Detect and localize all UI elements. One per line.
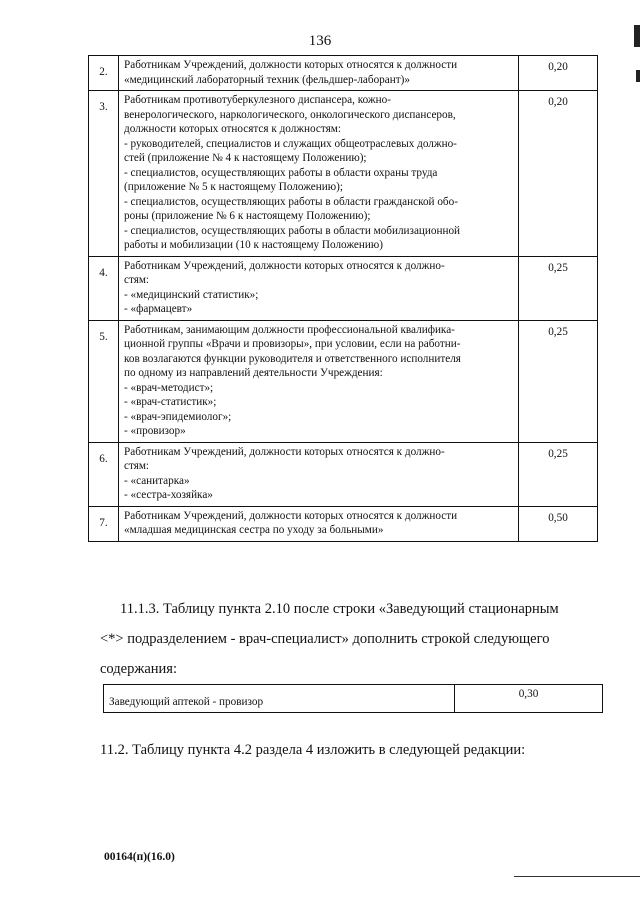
table-row — [89, 256, 598, 320]
row-value: 0,20 — [519, 56, 598, 91]
row-description — [119, 91, 519, 257]
paragraph-11-2: 11.2. Таблицу пункта 4.2 раздела 4 изложить в следующей редакции: — [100, 742, 526, 758]
description-line: - «санитарка» — [124, 474, 190, 487]
description-line: Работникам Учреждений, должности которых относятся к должности — [124, 509, 458, 522]
scan-rule-line — [514, 876, 640, 877]
description-line: - специалистов, осуществляющих работы в области охраны труда — [124, 166, 438, 179]
description-line: - «медицинский статистик»; — [124, 288, 259, 301]
page-number: 136 — [308, 33, 332, 49]
row-value: 0,20 — [519, 91, 598, 257]
row-description — [119, 442, 519, 506]
row-value: 0,50 — [519, 506, 598, 541]
table-body — [89, 56, 598, 542]
scan-edge-mark — [636, 70, 640, 82]
description-line: - специалистов, осуществляющих работы в области мобилизационной — [124, 224, 461, 237]
table-row — [89, 56, 598, 91]
description-line: «медицинский лабораторный техник (фельдшер-лаборант)» — [124, 73, 410, 86]
paragraph-line: содержания: — [100, 661, 178, 677]
description-line: «младшая медицинская сестра по уходу за больными» — [124, 524, 384, 536]
description-line: по одному из направлений деятельности Учреждения: — [124, 367, 383, 379]
position-cell: Заведующий аптекой - провизор — [104, 685, 455, 713]
row-description — [119, 56, 519, 91]
description-line: работы и мобилизации (10 к настоящему Положению) — [124, 239, 383, 251]
document-code: 00164(п)(16.0) — [104, 851, 175, 863]
value-cell: 0,30 — [455, 685, 603, 713]
row-value: 0,25 — [519, 442, 598, 506]
description-line: венерологического, наркологического, онкологического диспансеров, — [124, 108, 456, 121]
table-row — [89, 506, 598, 541]
description-line: - «провизор» — [124, 425, 186, 437]
scan-edge-mark — [634, 25, 640, 47]
row-description — [119, 256, 519, 320]
description-line: - руководителей, специалистов и служащих общеотраслевых должно- — [124, 137, 457, 150]
coefficients-table — [88, 55, 598, 542]
table-row — [89, 442, 598, 506]
row-number: 2. — [89, 56, 119, 91]
description-line: Работникам, занимающим должности профессиональной квалифика- — [124, 323, 455, 336]
paragraph-line: 11.1.3. Таблицу пункта 2.10 после строки «Заведующий стационарным — [120, 601, 559, 617]
row-value: 0,25 — [519, 320, 598, 442]
description-line: Работникам Учреждений, должности которых относятся к должно- — [124, 445, 445, 458]
row-description — [119, 320, 519, 442]
description-line: роны (приложение № 6 к настоящему Положению); — [124, 210, 371, 222]
row-number: 6. — [89, 442, 119, 506]
table-row — [104, 685, 603, 713]
paragraph-line: <*> подразделением - врач-специалист» дополнить строкой следующего — [100, 631, 550, 647]
row-number: 3. — [89, 91, 119, 257]
description-line: - специалистов, осуществляющих работы в области гражданской обо- — [124, 195, 458, 208]
description-line: - «сестра-хозяйка» — [124, 489, 213, 501]
description-line: стей (приложение № 4 к настоящему Положению); — [124, 152, 367, 164]
row-value: 0,25 — [519, 256, 598, 320]
table-row — [89, 91, 598, 257]
addition-table — [103, 684, 603, 713]
table-row — [89, 320, 598, 442]
row-description — [119, 506, 519, 541]
description-line: ков возлагаются функции руководителя и ответственного исполнителя — [124, 352, 461, 365]
description-line: стям: — [124, 460, 150, 472]
description-line: стям: — [124, 274, 150, 286]
description-line: - «врач-методист»; — [124, 381, 214, 394]
description-line: ционной группы «Врачи и провизоры», при условии, если на работни- — [124, 338, 461, 350]
description-line: (приложение № 5 к настоящему Положению); — [124, 181, 343, 193]
row-number: 5. — [89, 320, 119, 442]
description-line: - «фармацевт» — [124, 303, 193, 315]
description-line: Работникам Учреждений, должности которых относятся к должности — [124, 59, 458, 71]
description-line: - «врач-статистик»; — [124, 396, 217, 408]
description-line: должности которых относятся к должностям: — [124, 123, 341, 135]
description-line: Работникам Учреждений, должности которых относятся к должно- — [124, 259, 445, 272]
description-line: - «врач-эпидемиолог»; — [124, 410, 232, 423]
description-line: Работникам противотуберкулезного диспансера, кожно- — [124, 94, 391, 106]
row-number: 4. — [89, 256, 119, 320]
row-number: 7. — [89, 506, 119, 541]
paragraph-11-1-3 — [100, 594, 600, 684]
